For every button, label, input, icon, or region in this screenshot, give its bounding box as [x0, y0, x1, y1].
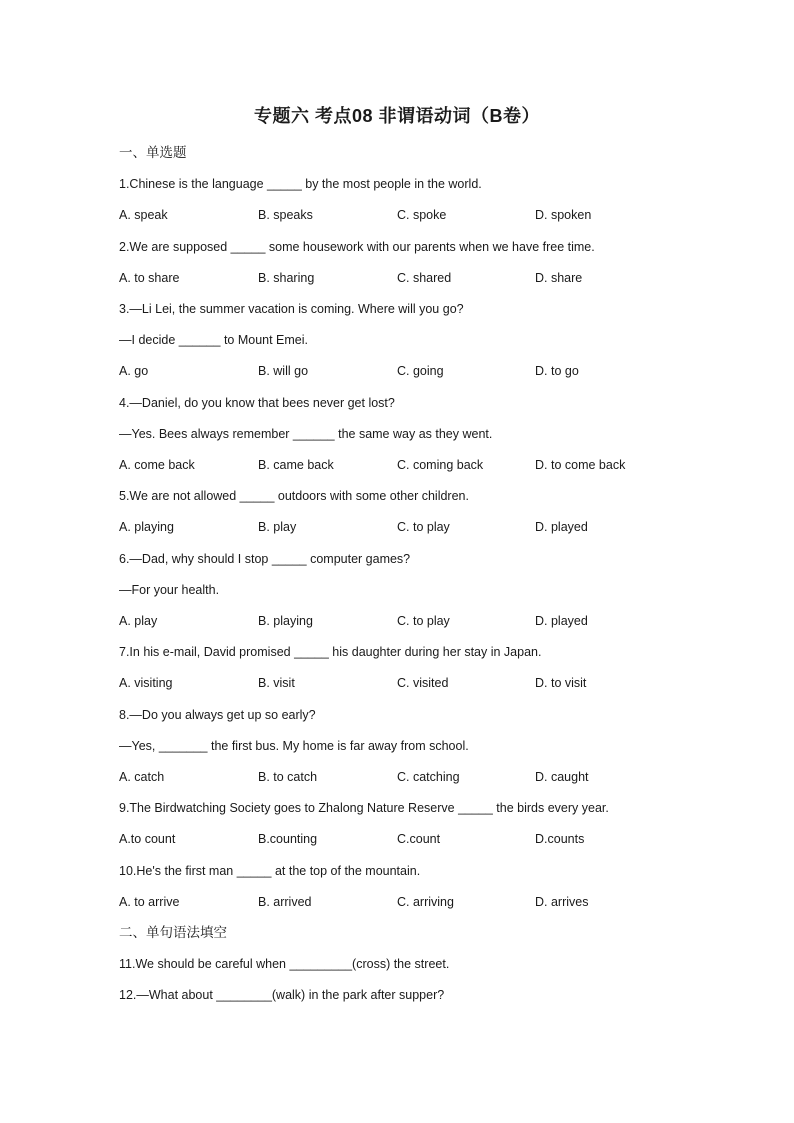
option-c: C. coming back	[397, 458, 484, 472]
option-a: A. go	[119, 364, 149, 378]
option-c: C. spoke	[397, 208, 447, 222]
section-heading-grammar-fill: 二、单句语法填空	[119, 925, 227, 940]
option-d: D. caught	[535, 770, 589, 784]
option-d: D. played	[535, 520, 588, 534]
question-10-stem: 10.He's the first man _____ at the top of the mountain.	[119, 864, 421, 878]
option-c: C. to play	[397, 614, 450, 628]
question-3-reply: —I decide ______ to Mount Emei.	[119, 333, 309, 347]
question-8-reply: —Yes, _______ the first bus. My home is far away from school.	[119, 739, 469, 753]
option-c: C. going	[397, 364, 444, 378]
option-d: D. to go	[535, 364, 579, 378]
page-title: 专题六 考点08 非谓语动词（B卷）	[253, 106, 541, 126]
option-a: A.to count	[119, 832, 176, 846]
question-7-stem: 7.In his e-mail, David promised _____ his daughter during her stay in Japan.	[119, 645, 542, 659]
option-b: B. play	[258, 520, 297, 534]
option-c: C. to play	[397, 520, 450, 534]
option-b: B. speaks	[258, 208, 313, 222]
question-6-stem: 6.—Dad, why should I stop _____ computer games?	[119, 552, 411, 566]
question-1-stem: 1.Chinese is the language _____ by the most people in the world.	[119, 177, 482, 191]
option-d: D. played	[535, 614, 588, 628]
option-b: B. came back	[258, 458, 334, 472]
question-3-stem: 3.—Li Lei, the summer vacation is coming. Where will you go?	[119, 302, 464, 316]
fill-question-12: 12.—What about ________(walk) in the park after supper?	[119, 988, 445, 1002]
question-8-stem: 8.—Do you always get up so early?	[119, 708, 316, 722]
option-d: D.counts	[535, 832, 585, 846]
option-b: B. playing	[258, 614, 313, 628]
question-5-stem: 5.We are not allowed _____ outdoors with some other children.	[119, 489, 469, 503]
question-4-reply: —Yes. Bees always remember ______ the same way as they went.	[119, 427, 493, 441]
option-d: D. to come back	[535, 458, 626, 472]
option-a: A. visiting	[119, 676, 173, 690]
option-a: A. catch	[119, 770, 165, 784]
question-4-stem: 4.—Daniel, do you know that bees never get lost?	[119, 396, 395, 410]
option-b: B. visit	[258, 676, 295, 690]
option-d: D. spoken	[535, 208, 592, 222]
option-a: A. playing	[119, 520, 174, 534]
option-b: B. to catch	[258, 770, 318, 784]
option-a: A. come back	[119, 458, 195, 472]
option-b: B. sharing	[258, 271, 315, 285]
option-d: D. arrives	[535, 895, 589, 909]
option-c: C. arriving	[397, 895, 454, 909]
option-d: D. to visit	[535, 676, 587, 690]
option-a: A. speak	[119, 208, 168, 222]
question-6-reply: —For your health.	[119, 583, 220, 597]
option-a: A. to arrive	[119, 895, 180, 909]
option-b: B.counting	[258, 832, 318, 846]
option-c: C. shared	[397, 271, 452, 285]
option-d: D. share	[535, 271, 583, 285]
option-a: A. play	[119, 614, 158, 628]
option-c: C. visited	[397, 676, 449, 690]
option-a: A. to share	[119, 271, 180, 285]
question-9-stem: 9.The Birdwatching Society goes to Zhalong Nature Reserve _____ the birds every year.	[119, 801, 609, 815]
fill-question-11: 11.We should be careful when _________(cross) the street.	[119, 957, 450, 971]
option-c: C.count	[397, 832, 441, 846]
option-b: B. arrived	[258, 895, 312, 909]
option-c: C. catching	[397, 770, 460, 784]
section-heading-single-choice: 一、单选题	[119, 145, 187, 160]
option-b: B. will go	[258, 364, 309, 378]
question-2-stem: 2.We are supposed _____ some housework with our parents when we have free time.	[119, 240, 595, 254]
